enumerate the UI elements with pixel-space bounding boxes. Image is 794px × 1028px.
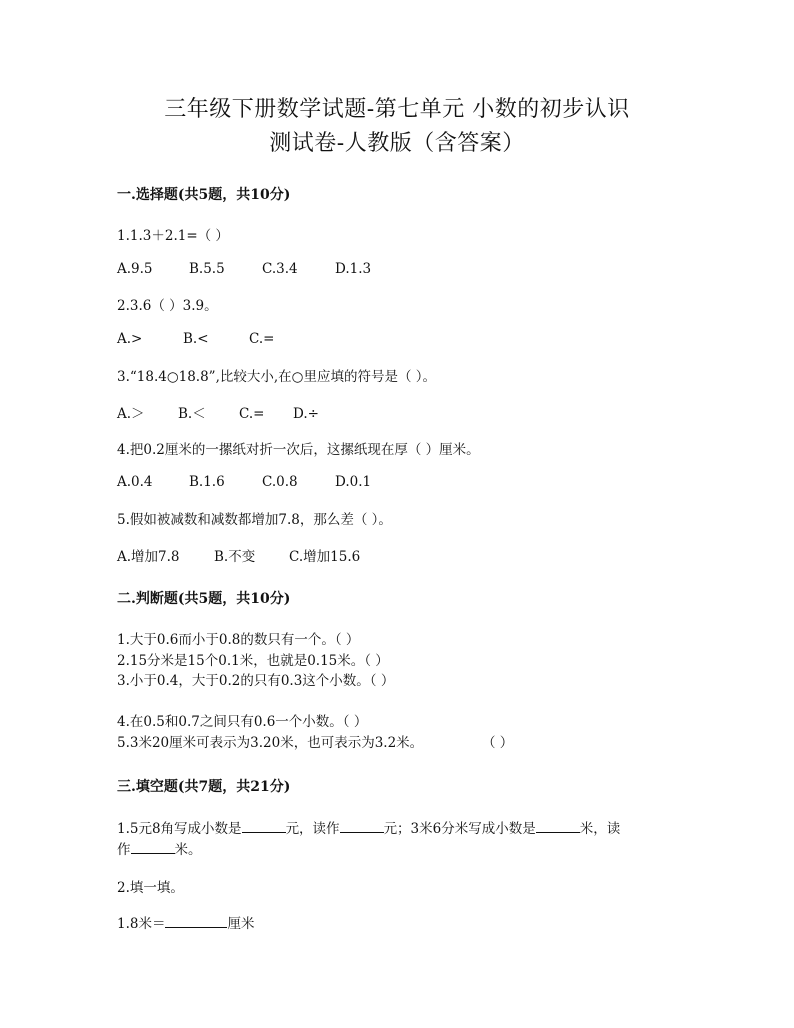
judge-item-5: 5.3米20厘米可表示为3.20米，也可表示为3.2米。: [117, 735, 424, 751]
option-a: A.>: [117, 331, 143, 347]
choice-q5-options: [117, 545, 360, 565]
title-line-2: 测试卷-人教版（含答案）: [269, 131, 525, 156]
option-c: C.增加15.6: [289, 549, 361, 565]
choice-q2-options: [117, 331, 274, 347]
choice-q4-options: [117, 474, 371, 490]
fill-q2-stem: 2.填一填。: [117, 880, 184, 896]
option-b: B.＜: [178, 406, 206, 422]
option-d: D.0.1: [335, 474, 372, 490]
section-fill-heading: 三.填空题(共7题，共21分): [117, 779, 291, 795]
judge-item-2: 2.15分米是15个0.1米，也就是0.15米。（ ）: [117, 653, 389, 669]
answer-blank[interactable]: [165, 913, 227, 928]
fill-q1-line-2: [117, 838, 202, 858]
option-b: B.不变: [214, 549, 256, 565]
option-a: A.＞: [117, 406, 145, 422]
option-b: B.1.6: [189, 474, 225, 490]
option-d: D.1.3: [335, 261, 372, 277]
fill-q1-text-b: 元，读作: [285, 821, 340, 837]
option-c: C.=: [239, 406, 265, 422]
option-a: A.增加7.8: [117, 549, 180, 565]
title-line-1: 三年级下册数学试题-第七单元 小数的初步认识: [164, 97, 630, 122]
section-choice-heading: 一.选择题(共5题，共10分): [117, 187, 291, 203]
option-d: D.÷: [293, 406, 319, 422]
choice-q5-stem: 5.假如被减数和减数都增加7.8，那么差（ ）。: [117, 512, 392, 528]
fill-q2-item-1-text-a: 1.8米＝: [117, 916, 166, 932]
fill-q1-line-1: [117, 817, 620, 837]
option-b: B.<: [183, 331, 209, 347]
option-c: C.0.8: [262, 474, 298, 490]
choice-q4-stem: 4.把0.2厘米的一摞纸对折一次后，这摞纸现在厚（ ）厘米。: [117, 442, 480, 458]
fill-q1-text-d: 米，读: [579, 821, 621, 837]
section-judge-heading: 二.判断题(共5题，共10分): [117, 591, 291, 607]
option-c: C.3.4: [262, 261, 298, 277]
option-c: C.=: [249, 331, 275, 347]
fill-q2-item-1-text-b: 厘米: [227, 916, 255, 932]
fill-q1-text-e: 作: [117, 842, 131, 858]
option-a: A.0.4: [117, 474, 153, 490]
option-b: B.5.5: [189, 261, 225, 277]
choice-q1-options: [117, 261, 371, 277]
option-a: A.9.5: [117, 261, 153, 277]
judge-item-3: 3.小于0.4，大于0.2的只有0.3这个小数。（ ）: [117, 673, 395, 689]
fill-q2-item-1: [117, 912, 254, 932]
answer-blank[interactable]: [340, 818, 384, 833]
judge-item-4: 4.在0.5和0.7之间只有0.6一个小数。（ ）: [117, 714, 368, 730]
fill-q1-text-c: 元；3米6分米写成小数是: [383, 821, 536, 837]
judge-item-5-brackets: （ ）: [482, 735, 514, 751]
fill-q1-text-f: 米。: [174, 842, 202, 858]
fill-q1-text-a: 1.5元8角写成小数是: [117, 821, 242, 837]
answer-blank[interactable]: [131, 839, 175, 854]
choice-q3-options: [117, 402, 319, 422]
choice-q3-stem: 3.“18.4○18.8”,比较大小,在○里应填的符号是（ ）。: [117, 369, 436, 385]
judge-item-1: 1.大于0.6而小于0.8的数只有一个。（ ）: [117, 632, 360, 648]
answer-blank[interactable]: [536, 818, 580, 833]
answer-blank[interactable]: [242, 818, 286, 833]
choice-q1-stem: 1.1.3＋2.1=（ ）: [117, 228, 229, 244]
choice-q2-stem: 2.3.6（ ）3.9。: [117, 298, 218, 314]
